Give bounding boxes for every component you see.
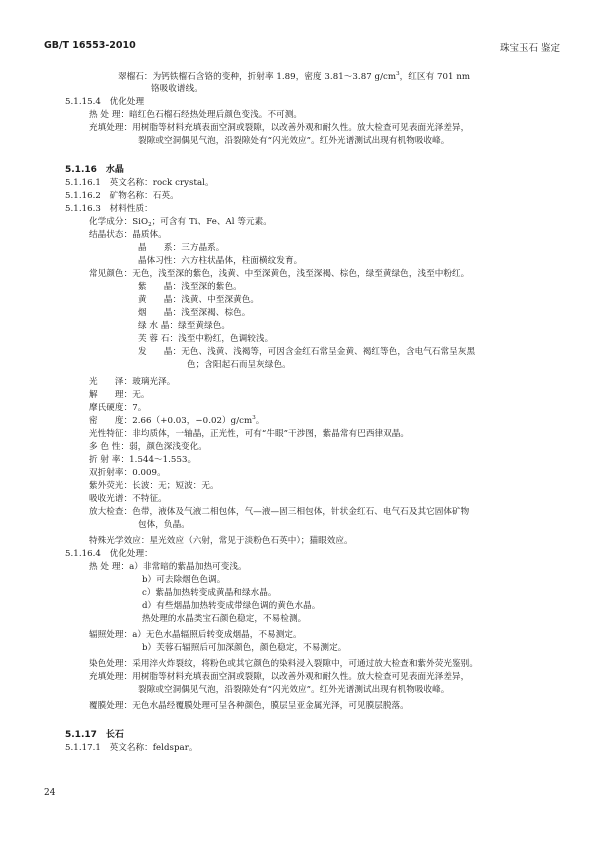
text-line: 裂隙或空洞偶见气泡，沿裂隙处有“闪光效应”。红外光谱测试出现有机物吸收峰。 <box>138 136 450 146</box>
text-line: 紫 晶：浅至深的紫色。 <box>138 282 242 292</box>
text-line: 晶体习性：六方柱状晶体，柱面横纹发育。 <box>138 256 303 266</box>
text-line: 密 度：2.66（+0.03，$-0.02)g/cm^3$。 <box>89 415 265 426</box>
text-line: 摩氏硬度：7。 <box>89 403 147 413</box>
text-line: 5.1.16.2 矿物名称：石英。 <box>65 191 179 201</box>
section-heading: 5.1.16 水晶 <box>65 165 124 175</box>
text-line: b）可去除烟色色调。 <box>142 575 226 585</box>
standard-number: GB/T 16553-2010 <box>44 40 136 51</box>
text-line: 5.1.16.4 优化处理： <box>65 549 153 559</box>
text-line: 结晶状态：晶质体。 <box>89 230 167 240</box>
document-title: 珠宝玉石 鉴定 <box>499 43 560 54</box>
text-line: 染色处理：采用淬火炸裂纹，将粉色或其它颜色的染料浸入裂隙中，可通过放大检查和紫外荧光鉴别。 <box>89 659 478 669</box>
text-line: 化学成分：SiO$_2$；可含有 Ti、Fe、Al 等元素。 <box>89 217 272 228</box>
text-line: 特殊光学效应：星光效应（六射，常见于淡粉色石英中）；猫眼效应。 <box>89 536 353 546</box>
text-line: 5.1.16.3 材料性质： <box>65 204 153 214</box>
text-line: 多 色 性：弱，颜色深浅变化。 <box>89 442 207 452</box>
text-line: 5.1.15.4 优化处理 <box>65 97 145 107</box>
text-line: 芙 蓉 石：浅至中粉红，色调较浅。 <box>138 334 274 344</box>
text-line: d）有些烟晶加热转变成带绿色调的黄色水晶。 <box>142 601 321 611</box>
page-number: 24 <box>44 788 56 798</box>
text-line: 热处理的水晶类宝石颜色稳定，不易检测。 <box>142 614 307 624</box>
text-line: 吸收光谱：不特征。 <box>89 494 167 504</box>
text-line: 充填处理：用树脂等材料充填表面空洞或裂隙，以改善外观和耐久性。放大检查可见表面光泽差异， <box>89 123 470 133</box>
text-line: 光性特征：非均质体，一轴晶，正光性，可有“牛眼”干涉图，紫晶常有巴西律双晶。 <box>89 429 410 439</box>
text-line: 紫外荧光：长波：无；短波：无。 <box>89 481 219 491</box>
text-line: 铬吸收谱线。 <box>151 84 203 94</box>
text-line: 烟 晶：浅至深褐、棕色。 <box>138 308 251 318</box>
text-line: 辐照处理：a）无色水晶辐照后转变成烟晶，不易测定。 <box>89 630 302 640</box>
text-line: 色；含阳起石而呈灰绿色。 <box>187 360 291 370</box>
text-line: 热 处 理：暗红色石榴石经热处理后颜色变浅。不可测。 <box>89 110 303 120</box>
text-line: 晶 系：三方晶系。 <box>138 243 225 253</box>
text-line: 光 泽：玻璃光泽。 <box>89 377 176 387</box>
text-line: 翠榴石：为钙铁榴石含铬的变种，折射率 1.89，密度 3.81～3.87 $g/cm^3$，红区有 701 nm <box>118 71 471 82</box>
text-line: c）紫晶加热转变成黄晶和绿水晶。 <box>142 588 277 598</box>
text-line: 5.1.16.1 英文名称：rock crystal。 <box>65 178 214 188</box>
text-line: 黄 晶：浅黄、中至深黄色。 <box>138 295 260 305</box>
text-line: 常见颜色：无色，浅至深的紫色，浅黄、中至深黄色，浅至深褐、棕色，绿至黄绿色，浅至中粉红。 <box>89 269 470 279</box>
text-line: 热 处 理：a）非常暗的紫晶加热可变浅。 <box>89 562 247 572</box>
section-heading: 5.1.17 长石 <box>65 730 124 740</box>
text-line: 包体，负晶。 <box>138 520 190 530</box>
text-line: 覆膜处理：无色水晶经覆膜处理可呈各种颜色，膜层呈亚金属光泽，可见膜层脱落。 <box>89 701 409 711</box>
text-line: b）芙蓉石辐照后可加深颜色，颜色稳定，不易测定。 <box>142 643 347 653</box>
text-line: 折 射 率：1.544～1.553。 <box>89 455 197 465</box>
text-line: 发 晶：无色、浅黄、浅褐等，可因含金红石常呈金黄、褐红等色，含电气石常呈灰黑 <box>138 347 476 357</box>
text-line: 裂隙或空洞偶见气泡，沿裂隙处有“闪光效应”。红外光谱测试出现有机物吸收峰。 <box>138 685 450 695</box>
text-line: 5.1.17.1 英文名称：feldspar。 <box>65 743 198 753</box>
text-line: 放大检查：色带，液体及气液二相包体，气—液—固三相包体，针状金红石、电气石及其它固体矿物 <box>89 507 470 517</box>
text-line: 双折射率：0.009。 <box>89 468 166 478</box>
text-line: 解 理：无。 <box>89 390 150 400</box>
text-line: 充填处理：用树脂等材料充填表面空洞或裂隙，以改善外观和耐久性。放大检查可见表面光泽差异， <box>89 672 470 682</box>
text-line: 绿 水 晶：绿至黄绿色。 <box>138 321 231 331</box>
